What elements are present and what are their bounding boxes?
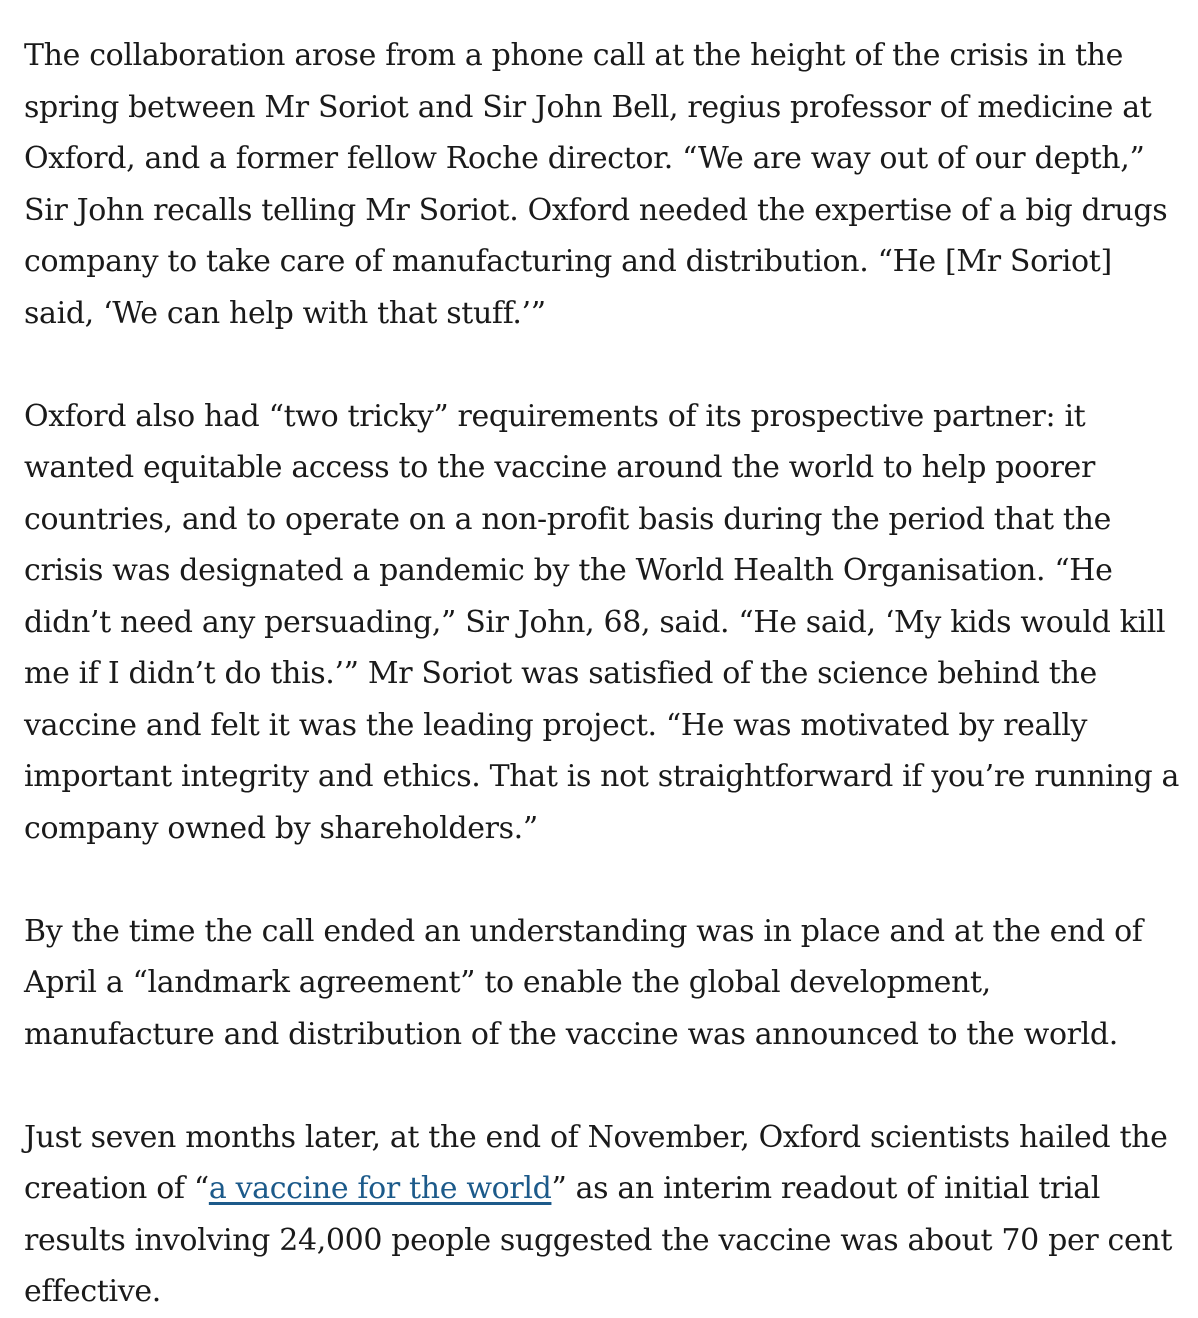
article-body [24,30,1184,1318]
paragraph-text-before-link: Just seven months later, at the end of November, Oxford scientists hailed the creation of “ [24,1119,1168,1206]
paragraph-trial-results [24,1112,1184,1318]
paragraph-phone-call: The collaboration arose from a phone call at the height of the crisis in the spring between Mr Soriot and Sir John Bell, regius professor of medicine at Oxford, and a former fellow Roche director. “We are way out of our depth,” Sir John recalls telling Mr Soriot. Oxford needed the expertise of a big drugs company to take care of manufacturing and distribution. “He [Mr Soriot] said, ‘We can help with that stuff.’” [24,38,1168,331]
paragraph-text-after-link: ” as an interim readout of initial trial results involving 24,000 people suggested the vaccine was about 70 per cent effective. [24,1171,1173,1309]
vaccine-for-the-world-link[interactable]: a vaccine for the world [208,1171,552,1206]
paragraph-agreement: By the time the call ended an understanding was in place and at the end of April a “landmark agreement” to enable the global development, manufacture and distribution of the vaccine was announced to the world. [24,913,1143,1052]
paragraph-requirements: Oxford also had “two tricky” requirements of its prospective partner: it wanted equitable access to the vaccine around the world to help poorer countries, and to operate on a non-profit basis during the period that the crisis was designated a pandemic by the World Health Organisation. “He didn’t need any persuading,” Sir John, 68, said. “He said, ‘My kids would kill me if I didn’t do this.’” Mr Soriot was satisfied of the science behind the vaccine and felt it was the leading project. “He was motivated by really important integrity and ethics. That is not straightforward if you’re running a company owned by shareholders.” [24,398,1180,846]
